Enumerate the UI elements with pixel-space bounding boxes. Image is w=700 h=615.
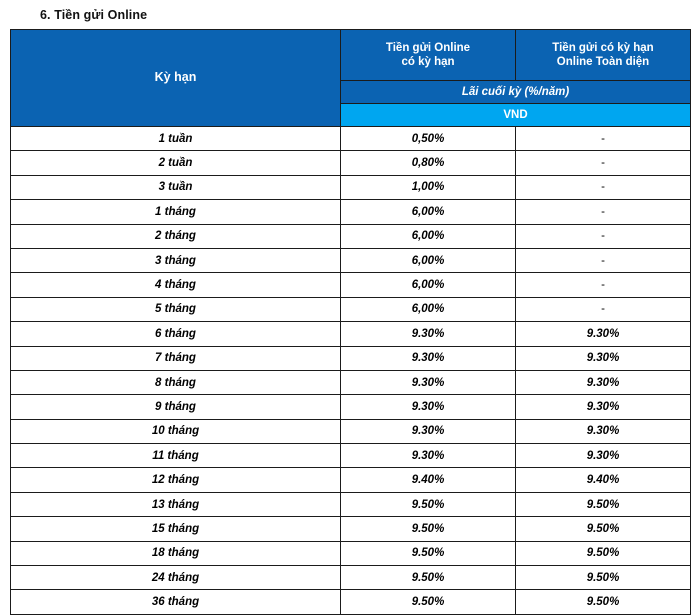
table-row: [11, 468, 691, 492]
cell-toandien-rate: 9.30%: [516, 395, 691, 419]
cell-term: 11 tháng: [11, 444, 341, 468]
table-row: [11, 590, 691, 614]
cell-toandien-rate: -: [516, 151, 691, 175]
cell-online-rate: 9.40%: [341, 468, 516, 492]
table-row: [11, 151, 691, 175]
column-header-currency: VND: [341, 104, 691, 127]
cell-term: 13 tháng: [11, 492, 341, 516]
cell-toandien-rate: -: [516, 200, 691, 224]
column-header-term: Kỳ hạn: [11, 30, 341, 127]
page-title: 6. Tiền gửi Online: [40, 8, 148, 22]
cell-toandien-rate: 9.50%: [516, 566, 691, 590]
column-header-toandien-line1: Tiền gửi có kỳ hạn: [552, 41, 654, 54]
cell-term: 12 tháng: [11, 468, 341, 492]
column-header-toandien: [516, 30, 691, 81]
cell-term: 10 tháng: [11, 419, 341, 443]
cell-toandien-rate: 9.50%: [516, 492, 691, 516]
cell-term: 2 tuần: [11, 151, 341, 175]
table-row: [11, 297, 691, 321]
table-row: [11, 541, 691, 565]
column-header-interest-note: Lãi cuối kỳ (%/năm): [341, 81, 691, 104]
cell-online-rate: 9.50%: [341, 517, 516, 541]
cell-term: 1 tháng: [11, 200, 341, 224]
cell-online-rate: 9.30%: [341, 419, 516, 443]
table-row: [11, 517, 691, 541]
cell-online-rate: 1,00%: [341, 175, 516, 199]
cell-toandien-rate: -: [516, 127, 691, 151]
cell-online-rate: 6,00%: [341, 297, 516, 321]
cell-online-rate: 0,50%: [341, 127, 516, 151]
cell-toandien-rate: -: [516, 248, 691, 272]
cell-online-rate: 9.50%: [341, 590, 516, 614]
table-row: [11, 370, 691, 394]
column-header-online-line1: Tiền gửi Online: [385, 41, 471, 54]
cell-term: 9 tháng: [11, 395, 341, 419]
cell-term: 3 tuần: [11, 175, 341, 199]
cell-toandien-rate: -: [516, 297, 691, 321]
cell-term: 8 tháng: [11, 370, 341, 394]
column-header-online: [341, 30, 516, 81]
cell-toandien-rate: 9.40%: [516, 468, 691, 492]
cell-term: 18 tháng: [11, 541, 341, 565]
table-row: [11, 127, 691, 151]
cell-online-rate: 6,00%: [341, 248, 516, 272]
table-row: [11, 346, 691, 370]
cell-online-rate: 6,00%: [341, 273, 516, 297]
cell-online-rate: 0,80%: [341, 151, 516, 175]
cell-online-rate: 6,00%: [341, 200, 516, 224]
cell-term: 15 tháng: [11, 517, 341, 541]
cell-online-rate: 9.30%: [341, 395, 516, 419]
cell-term: 5 tháng: [11, 297, 341, 321]
cell-term: 24 tháng: [11, 566, 341, 590]
table-header: [11, 30, 691, 127]
table-row: [11, 395, 691, 419]
cell-term: 2 tháng: [11, 224, 341, 248]
table-row: [11, 492, 691, 516]
cell-toandien-rate: 9.30%: [516, 370, 691, 394]
cell-term: 7 tháng: [11, 346, 341, 370]
cell-online-rate: 9.30%: [341, 346, 516, 370]
cell-toandien-rate: -: [516, 224, 691, 248]
header-row-products: [11, 30, 691, 81]
cell-toandien-rate: 9.50%: [516, 541, 691, 565]
cell-online-rate: 9.30%: [341, 444, 516, 468]
cell-toandien-rate: -: [516, 273, 691, 297]
table-row: [11, 273, 691, 297]
table-row: [11, 175, 691, 199]
cell-term: 3 tháng: [11, 248, 341, 272]
cell-online-rate: 9.50%: [341, 492, 516, 516]
table-row: [11, 444, 691, 468]
cell-term: 6 tháng: [11, 322, 341, 346]
table-row: [11, 419, 691, 443]
cell-online-rate: 9.30%: [341, 370, 516, 394]
cell-toandien-rate: 9.30%: [516, 419, 691, 443]
table-row: [11, 200, 691, 224]
column-header-toandien-line2: Online Toàn diện: [556, 56, 650, 68]
cell-toandien-rate: 9.30%: [516, 346, 691, 370]
cell-toandien-rate: 9.30%: [516, 322, 691, 346]
column-header-online-line2: có kỳ hạn: [401, 56, 455, 68]
table-row: [11, 248, 691, 272]
cell-online-rate: 9.30%: [341, 322, 516, 346]
cell-term: 1 tuần: [11, 127, 341, 151]
deposit-rate-table: [10, 29, 691, 615]
table-row: [11, 224, 691, 248]
cell-term: 36 tháng: [11, 590, 341, 614]
table-body: [11, 127, 691, 615]
cell-toandien-rate: 9.50%: [516, 517, 691, 541]
cell-toandien-rate: -: [516, 175, 691, 199]
table-row: [11, 322, 691, 346]
cell-online-rate: 9.50%: [341, 566, 516, 590]
cell-online-rate: 9.50%: [341, 541, 516, 565]
cell-toandien-rate: 9.50%: [516, 590, 691, 614]
cell-toandien-rate: 9.30%: [516, 444, 691, 468]
cell-term: 4 tháng: [11, 273, 341, 297]
cell-online-rate: 6,00%: [341, 224, 516, 248]
